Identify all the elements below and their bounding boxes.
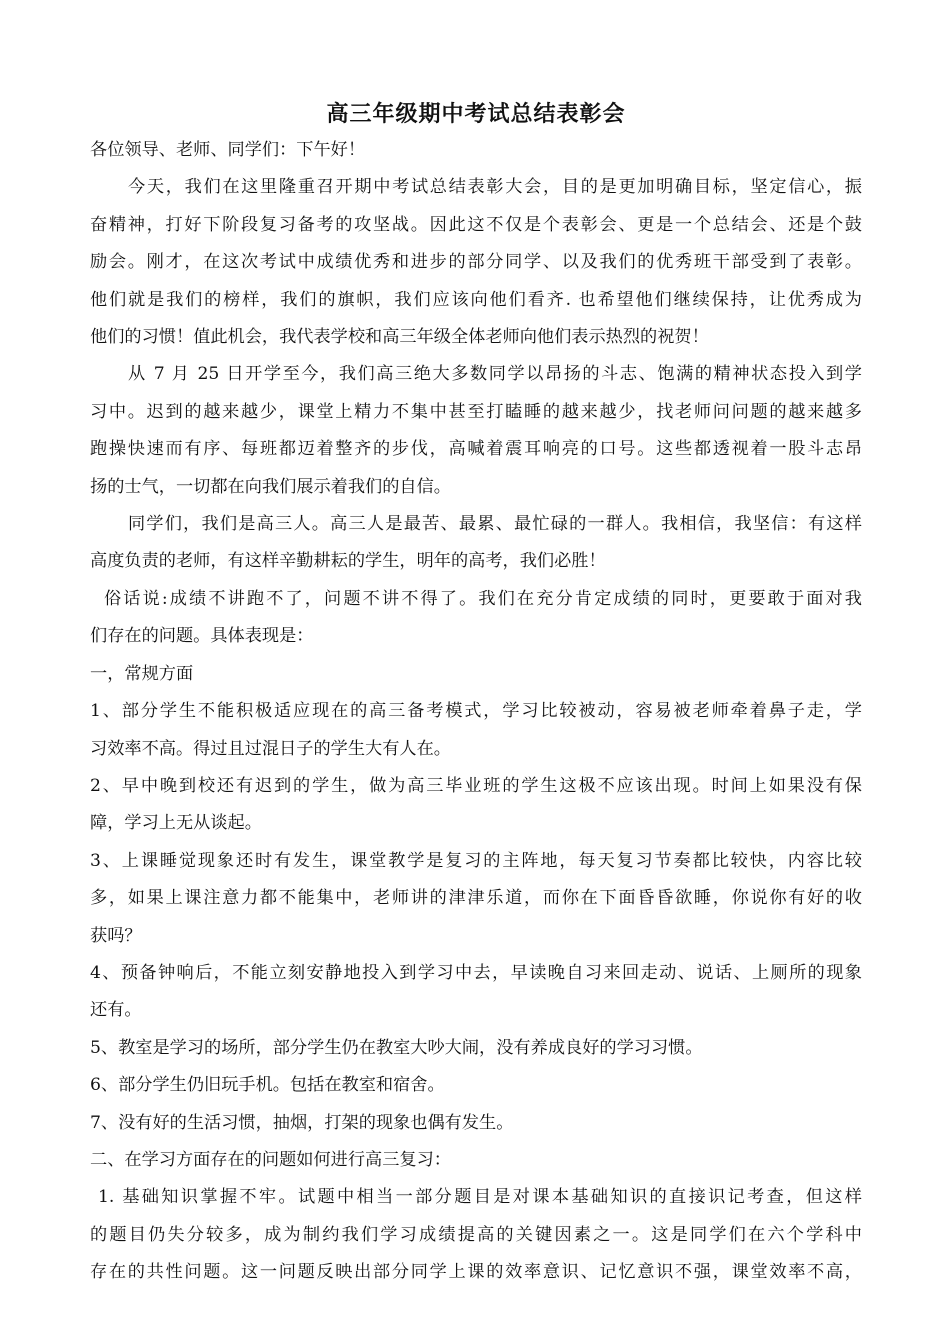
paragraph-line: 今天，我们在这里隆重召开期中考试总结表彰大会，目的是更加明确目标，坚定信心，振 [128,177,862,198]
paragraph-line: 们存在的问题。具体表现是： [90,626,314,647]
list-item-line: 的题目仍失分较多，成为制约我们学习成绩提高的关键因素之一。这是同学们在六个学科中 [90,1224,862,1245]
list-item-line: 存在的共性问题。这一问题反映出部分同学上课的效率意识、记忆意识不强，课堂效率不高， [90,1262,862,1283]
paragraph-line: 高度负责的老师，有这样辛勤耕耘的学生，明年的高考，我们必胜！ [90,551,606,572]
section-heading: 一，常规方面 [90,663,194,684]
list-item-line: 2、早中晚到校还有迟到的学生，做为高三毕业班的学生这极不应该出现。时间上如果没有保 [90,775,862,796]
list-item-line: 障，学习上无从谈起。 [90,813,262,834]
document-title: 高三年级期中考试总结表彰会 [326,101,626,127]
greeting-line: 各位领导、老师、同学们：下午好！ [90,140,366,160]
document-page [90,96,862,1292]
list-item-line: 7、没有好的生活习惯，抽烟，打架的现象也偶有发生。 [90,1112,514,1133]
paragraph-line: 跑操快速而有序、每班都迈着整齐的步伐，高喊着震耳响亮的口号。这些都透视着一股斗志昂 [90,439,862,460]
list-item-line: 多，如果上课注意力都不能集中，老师讲的津津乐道，而你在下面昏昏欲睡，你说你有好的收 [90,888,862,909]
paragraph-line: 他们就是我们的榜样，我们的旗帜，我们应该向他们看齐. 也希望他们继续保持，让优秀成为 [90,289,862,310]
paragraph-line: 奋精神，打好下阶段复习备考的攻坚战。因此这不仅是个表彰会、更是一个总结会、还是个鼓 [90,214,862,235]
paragraph-line: 励会。刚才，在这次考试中成绩优秀和进步的部分同学、以及我们的优秀班干部受到了表彰。 [90,252,862,273]
list-item-line: 6、部分学生仍旧玩手机。包括在教室和宿舍。 [90,1075,445,1096]
list-item-line: 5、教室是学习的场所，部分学生仍在教室大吵大闹，没有养成良好的学习习惯。 [90,1037,703,1058]
list-item-line: 获吗？ [90,925,142,946]
paragraph-line: 同学们，我们是高三人。高三人是最苦、最累、最忙碌的一群人。我相信，我坚信：有这样 [128,514,862,535]
list-item-line: 4、预备钟响后，不能立刻安静地投入到学习中去，早读晚自习来回走动、说话、上厕所的现象 [90,962,862,983]
paragraph-line: 扬的士气，一切都在向我们展示着我们的自信。 [90,476,451,497]
paragraph-line: 从 7 月 25 日开学至今，我们高三绝大多数同学以昂扬的斗志、饱满的精神状态投入到学 [128,364,862,385]
section-heading: 二、在学习方面存在的问题如何进行高三复习： [90,1149,451,1170]
paragraph-line: 俗话说:成绩不讲跑不了，问题不讲不得了。我们在充分肯定成绩的同时，更要敢于面对我 [104,588,862,609]
paragraph-line: 他们的习惯！值此机会，我代表学校和高三年级全体老师向他们表示热烈的祝贺！ [90,327,709,348]
list-item-line: 3、上课睡觉现象还时有发生，课堂教学是复习的主阵地，每天复习节奏都比较快，内容比较 [90,850,862,871]
paragraph-line: 习中。迟到的越来越少，课堂上精力不集中甚至打瞌睡的越来越少，找老师问问题的越来越多 [90,401,862,422]
list-item-line: 1. 基础知识掌握不牢。试题中相当一部分题目是对课本基础知识的直接识记考查，但这样 [98,1187,862,1208]
list-item-line: 1、部分学生不能积极适应现在的高三备考模式，学习比较被动，容易被老师牵着鼻子走，学 [90,701,862,722]
list-item-line: 还有。 [90,1000,142,1021]
list-item-line: 习效率不高。得过且过混日子的学生大有人在。 [90,738,451,759]
